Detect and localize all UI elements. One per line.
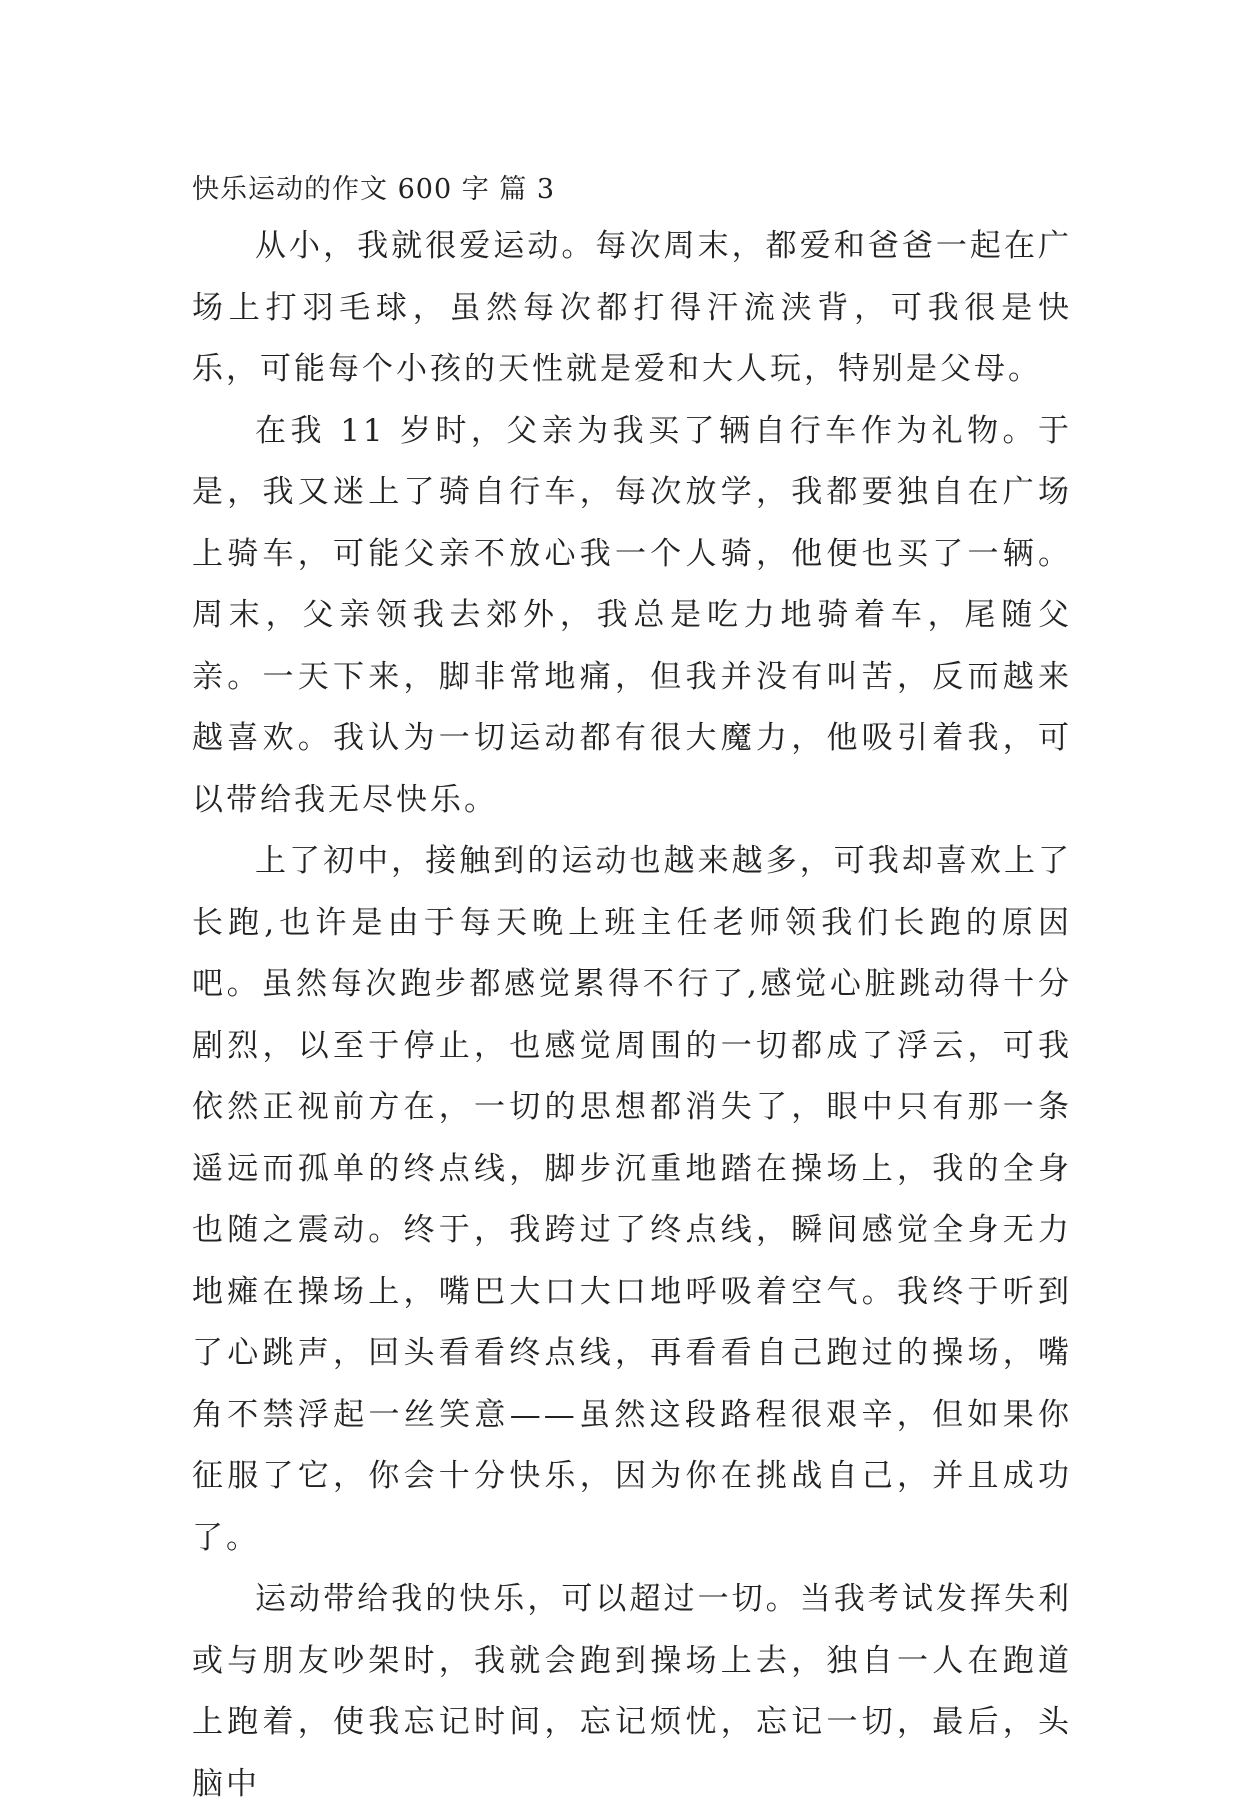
document-title: 快乐运动的作文 600 字 篇 3 bbox=[192, 174, 556, 205]
paragraph-2: 在我 11 岁时，父亲为我买了辆自行车作为礼物。于是，我又迷上了骑自行车，每次放学，我都要独自在广场上骑车，可能父亲不放心我一个人骑，他便也买了一辆。周末，父亲领我去郊外，我总是吃力地骑着车，尾随父亲。一天下来，脚非常地痛，但我并没有叫苦，反而越来越喜欢。我认为一切运动都有很大魔力，他吸引着我，可以带给我无尽快乐。 bbox=[192, 412, 1072, 818]
document-page bbox=[192, 170, 1072, 1815]
paragraph-4: 运动带给我的快乐，可以超过一切。当我考试发挥失利或与朋友吵架时，我就会跑到操场上去，独自一人在跑道上跑着，使我忘记时间，忘记烦忧，忘记一切，最后，头脑中 bbox=[192, 1581, 1072, 1802]
paragraph-3: 上了初中，接触到的运动也越来越多，可我却喜欢上了长跑,也许是由于每天晚上班主任老师领我们长跑的原因吧。虽然每次跑步都感觉累得不行了,感觉心脏跳动得十分剧烈，以至于停止，也感觉周围的一切都成了浮云，可我依然正视前方在，一切的思想都消失了，眼中只有那一条遥远而孤单的终点线，脚步沉重地踏在操场上，我的全身也随之震动。终于，我跨过了终点线，瞬间感觉全身无力地瘫在操场上，嘴巴大口大口地呼吸着空气。我终于听到了心跳声，回头看看终点线，再看看自己跑过的操场，嘴角不禁浮起一丝笑意——虽然这段路程很艰辛，但如果你征服了它，你会十分快乐，因为你在挑战自己，并且成功了。 bbox=[192, 843, 1072, 1556]
paragraph-1: 从小，我就很爱运动。每次周末，都爱和爸爸一起在广场上打羽毛球，虽然每次都打得汗流浃背，可我很是快乐，可能每个小孩的天性就是爱和大人玩，特别是父母。 bbox=[192, 228, 1072, 387]
